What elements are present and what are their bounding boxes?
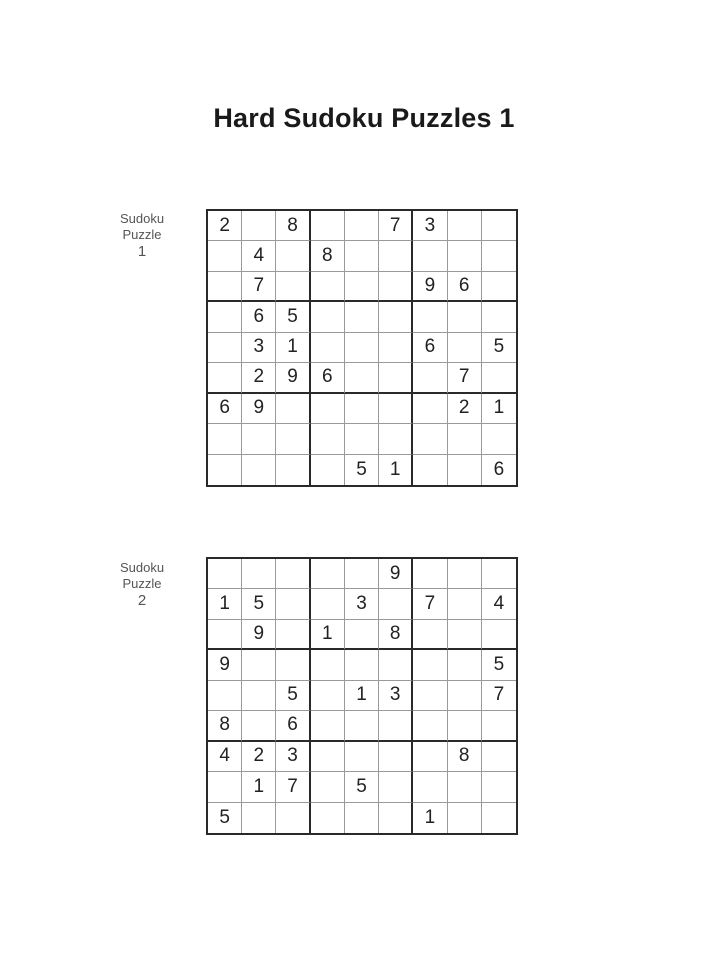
sudoku-cell — [482, 241, 516, 271]
sudoku-cell — [482, 559, 516, 589]
sudoku-cell — [413, 681, 447, 711]
sudoku-cell — [379, 742, 413, 772]
sudoku-cell — [482, 363, 516, 393]
sudoku-cell — [379, 711, 413, 741]
sudoku-cell — [413, 620, 447, 650]
sudoku-cell — [311, 424, 345, 454]
sudoku-cell — [208, 772, 242, 802]
sudoku-cell: 1 — [379, 455, 413, 485]
sudoku-cell — [413, 241, 447, 271]
sudoku-cell: 2 — [448, 394, 482, 424]
sudoku-cell — [448, 589, 482, 619]
sudoku-cell — [276, 559, 310, 589]
sudoku-cell — [413, 455, 447, 485]
sudoku-grid-2 — [206, 557, 518, 835]
sudoku-cell — [379, 241, 413, 271]
sudoku-cell: 3 — [413, 211, 447, 241]
sudoku-cell — [379, 589, 413, 619]
sudoku-cell — [242, 803, 276, 833]
sudoku-cell: 9 — [242, 620, 276, 650]
sudoku-cell — [482, 424, 516, 454]
puzzle-label-line1: Sudoku — [119, 560, 165, 575]
sudoku-cell — [208, 302, 242, 332]
sudoku-cell — [276, 620, 310, 650]
sudoku-cell — [311, 559, 345, 589]
sudoku-cell — [379, 272, 413, 302]
sudoku-cell — [345, 363, 379, 393]
sudoku-cell — [311, 650, 345, 680]
sudoku-cell — [311, 302, 345, 332]
page-title: Hard Sudoku Puzzles 1 — [213, 103, 515, 133]
puzzle-label-1 — [108, 211, 176, 261]
sudoku-cell — [482, 620, 516, 650]
sudoku-cell — [448, 681, 482, 711]
sudoku-cell: 5 — [345, 772, 379, 802]
sudoku-cell — [413, 363, 447, 393]
sudoku-cell — [413, 772, 447, 802]
sudoku-cell — [413, 650, 447, 680]
sudoku-cell — [311, 589, 345, 619]
sudoku-cell — [311, 455, 345, 485]
sudoku-cell: 3 — [345, 589, 379, 619]
sudoku-cell — [208, 681, 242, 711]
sudoku-cell — [311, 681, 345, 711]
sudoku-cell: 6 — [448, 272, 482, 302]
puzzle-label-2 — [108, 560, 176, 610]
sudoku-cell — [242, 681, 276, 711]
sudoku-cell: 7 — [448, 363, 482, 393]
sudoku-cell — [345, 424, 379, 454]
sudoku-cell: 7 — [242, 272, 276, 302]
sudoku-cell: 1 — [345, 681, 379, 711]
sudoku-cell — [345, 333, 379, 363]
sudoku-cell — [448, 803, 482, 833]
sudoku-cell — [242, 424, 276, 454]
sudoku-cell — [448, 772, 482, 802]
sudoku-cell: 5 — [345, 455, 379, 485]
sudoku-cell — [242, 455, 276, 485]
sudoku-cell — [345, 711, 379, 741]
sudoku-cell — [208, 241, 242, 271]
sudoku-cell — [242, 559, 276, 589]
sudoku-cell — [448, 211, 482, 241]
sudoku-cell — [448, 333, 482, 363]
sudoku-cell: 9 — [208, 650, 242, 680]
sudoku-cell: 1 — [208, 589, 242, 619]
sudoku-cell — [345, 803, 379, 833]
sudoku-cell — [311, 772, 345, 802]
sudoku-cell — [345, 620, 379, 650]
sudoku-cell — [413, 742, 447, 772]
sudoku-cell — [482, 711, 516, 741]
sudoku-cell — [208, 363, 242, 393]
sudoku-cell — [345, 650, 379, 680]
sudoku-cell: 7 — [276, 772, 310, 802]
puzzle-label-line2: Puzzle — [122, 227, 162, 242]
sudoku-cell: 1 — [276, 333, 310, 363]
sudoku-cell — [276, 424, 310, 454]
sudoku-cell — [379, 424, 413, 454]
sudoku-cell — [379, 803, 413, 833]
sudoku-cell — [345, 559, 379, 589]
sudoku-cell: 2 — [242, 363, 276, 393]
sudoku-cell — [345, 211, 379, 241]
sudoku-cell — [379, 650, 413, 680]
puzzle-label-line2: Puzzle — [122, 576, 162, 591]
sudoku-cell — [482, 272, 516, 302]
sudoku-cell: 8 — [208, 711, 242, 741]
sudoku-cell: 3 — [379, 681, 413, 711]
sudoku-cell — [448, 650, 482, 680]
sudoku-cell: 9 — [379, 559, 413, 589]
sudoku-cell: 2 — [208, 211, 242, 241]
sudoku-cell: 8 — [311, 241, 345, 271]
sudoku-cell: 4 — [208, 742, 242, 772]
sudoku-cell: 5 — [208, 803, 242, 833]
sudoku-cell: 6 — [311, 363, 345, 393]
sudoku-cell: 6 — [493, 458, 505, 480]
sudoku-cell — [379, 333, 413, 363]
sudoku-cell — [379, 363, 413, 393]
sudoku-cell — [448, 424, 482, 454]
sudoku-cell: 1 — [482, 394, 516, 424]
sudoku-cell — [482, 803, 516, 833]
sudoku-cell — [311, 803, 345, 833]
sudoku-cell — [276, 241, 310, 271]
sudoku-cell — [413, 559, 447, 589]
sudoku-cell: 4 — [482, 589, 516, 619]
sudoku-grid-1 — [206, 209, 518, 487]
sudoku-cell — [413, 394, 447, 424]
sudoku-cell: 9 — [413, 272, 447, 302]
sudoku-cell: 6 — [413, 333, 447, 363]
sudoku-cell: 3 — [242, 333, 276, 363]
sudoku-cell: 3 — [276, 742, 310, 772]
sudoku-cell — [448, 302, 482, 332]
sudoku-cell — [311, 272, 345, 302]
sudoku-cell: 9 — [276, 363, 310, 393]
sudoku-cell: 7 — [413, 589, 447, 619]
sudoku-cell: 6 — [208, 394, 242, 424]
sudoku-cell — [379, 302, 413, 332]
sudoku-cell — [242, 711, 276, 741]
sudoku-cell — [413, 302, 447, 332]
sudoku-cell — [482, 302, 516, 332]
sudoku-cell — [345, 394, 379, 424]
sudoku-cell: 5 — [276, 681, 310, 711]
sudoku-cell: 6 — [276, 711, 310, 741]
sudoku-cell — [482, 742, 516, 772]
sudoku-cell — [242, 650, 276, 680]
sudoku-cell — [276, 803, 310, 833]
puzzle-label-number: 1 — [137, 243, 147, 260]
sudoku-cell — [276, 589, 310, 619]
sudoku-cell — [208, 424, 242, 454]
sudoku-cell — [208, 455, 242, 485]
sudoku-cell: 5 — [276, 302, 310, 332]
sudoku-cell — [448, 559, 482, 589]
sudoku-cell: 8 — [276, 211, 310, 241]
sudoku-cell — [379, 394, 413, 424]
sudoku-cell: 4 — [242, 241, 276, 271]
sudoku-cell: 1 — [242, 772, 276, 802]
sudoku-cell — [311, 211, 345, 241]
sudoku-cell — [276, 455, 310, 485]
sudoku-cell — [311, 742, 345, 772]
sudoku-cell: 7 — [482, 681, 516, 711]
sudoku-cell — [379, 772, 413, 802]
sudoku-cell — [482, 772, 516, 802]
sudoku-cell: 5 — [482, 650, 516, 680]
sudoku-cell — [448, 620, 482, 650]
sudoku-cell — [276, 394, 310, 424]
sudoku-cell — [448, 241, 482, 271]
puzzle-label-line1: Sudoku — [119, 211, 165, 226]
sudoku-cell — [413, 711, 447, 741]
sudoku-cell: 6 — [242, 302, 276, 332]
sudoku-cell — [345, 272, 379, 302]
sudoku-cell: 8 — [379, 620, 413, 650]
sudoku-cell — [276, 272, 310, 302]
sudoku-cell: 5 — [242, 589, 276, 619]
puzzle-label-number: 2 — [137, 592, 147, 609]
sudoku-cell — [448, 455, 482, 485]
sudoku-cell — [311, 394, 345, 424]
sudoku-cell — [345, 302, 379, 332]
sudoku-cell: 5 — [482, 333, 516, 363]
sudoku-cell — [242, 211, 276, 241]
sudoku-cell — [311, 333, 345, 363]
sudoku-cell — [482, 211, 516, 241]
sudoku-cell — [276, 650, 310, 680]
sudoku-cell — [345, 742, 379, 772]
sudoku-cell: 1 — [311, 620, 345, 650]
sudoku-cell: 1 — [413, 803, 447, 833]
sudoku-cell — [413, 424, 447, 454]
sudoku-cell: 8 — [448, 742, 482, 772]
sudoku-cell — [208, 272, 242, 302]
sudoku-cell: 2 — [242, 742, 276, 772]
sudoku-cell — [345, 241, 379, 271]
sudoku-cell: 9 — [242, 394, 276, 424]
sudoku-cell — [208, 333, 242, 363]
sudoku-cell — [448, 711, 482, 741]
sudoku-cell — [208, 559, 242, 589]
sudoku-cell — [311, 711, 345, 741]
sudoku-cell: 7 — [379, 211, 413, 241]
sudoku-cell — [208, 620, 242, 650]
